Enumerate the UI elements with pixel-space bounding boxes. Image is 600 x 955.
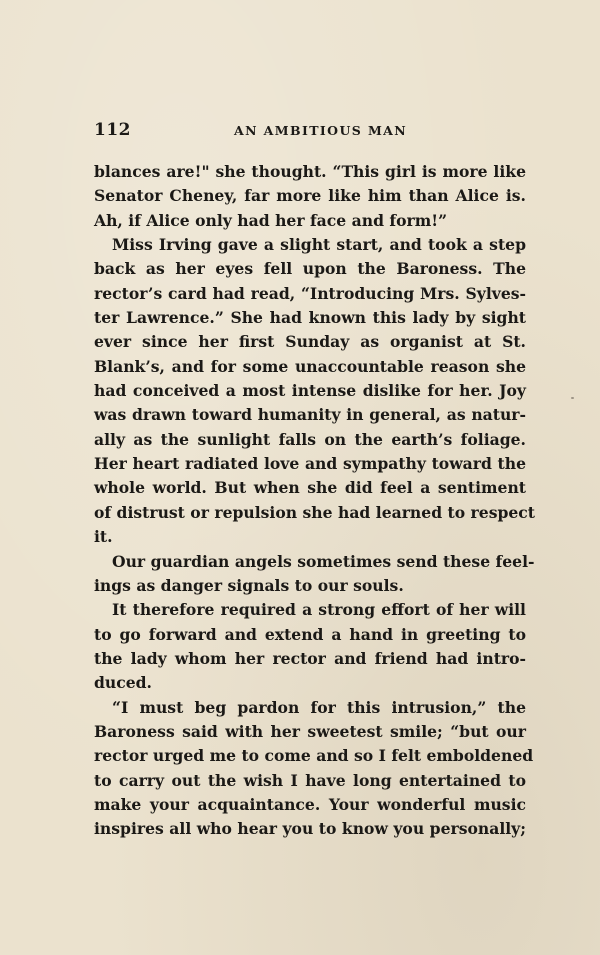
text-line: Ah, if Alice only had her face and form!” bbox=[94, 210, 448, 230]
text-line: rector’s card had read, “Introducing Mrs. Sylves- bbox=[94, 283, 526, 303]
text-line: of distrust or repulsion she had learned to respect bbox=[94, 502, 535, 522]
text-line: Miss Irving gave a slight start, and took a step bbox=[112, 235, 526, 255]
text-line: had conceived a most intense dislike for her. Joy bbox=[94, 381, 526, 401]
text-line: duced. bbox=[94, 673, 152, 693]
text-line: ter Lawrence.” She had known this lady by sight bbox=[94, 308, 526, 328]
text-line: whole world. But when she did feel a sentiment bbox=[94, 478, 526, 498]
running-head: AN AMBITIOUS MAN bbox=[234, 123, 408, 138]
text-line: inspires all who hear you to know you personally; bbox=[94, 819, 526, 839]
page-number: 112 bbox=[94, 120, 131, 140]
text-line: Baroness said with her sweetest smile; “but our bbox=[94, 721, 526, 741]
text-line: It therefore required a strong effort of her will bbox=[112, 600, 526, 620]
text-line: ally as the sunlight falls on the earth’s foliage. bbox=[94, 429, 526, 449]
text-line: rector urged me to come and so I felt emboldened bbox=[94, 746, 534, 766]
text-line: Her heart radiated love and sympathy toward the bbox=[94, 454, 526, 474]
text-line: make your acquaintance. Your wonderful music bbox=[94, 794, 526, 814]
text-line: to carry out the wish I have long entertained to bbox=[94, 770, 526, 790]
text-line: ings as danger signals to our souls. bbox=[94, 575, 404, 595]
text-line: Our guardian angels sometimes send these feel- bbox=[112, 551, 535, 571]
paper-speck bbox=[571, 397, 574, 399]
text-line: back as her eyes fell upon the Baroness. The bbox=[94, 259, 526, 279]
text-line: blances are!" she thought. “This girl is more like bbox=[94, 162, 526, 181]
text-line: Blank’s, and for some unaccountable reason she bbox=[94, 356, 526, 376]
body-text bbox=[94, 160, 535, 842]
text-line: was drawn toward humanity in general, as natur- bbox=[94, 405, 526, 425]
page-header bbox=[94, 120, 526, 144]
text-line: ever since her first Sunday as organist at St. bbox=[94, 332, 526, 352]
text-line: “I must beg pardon for this intrusion,” the bbox=[112, 697, 526, 717]
text-line: Senator Cheney, far more like him than Alice is. bbox=[94, 186, 526, 206]
text-line: it. bbox=[94, 527, 113, 547]
text-line: the lady whom her rector and friend had intro- bbox=[94, 648, 526, 668]
text-line: to go forward and extend a hand in greeting to bbox=[94, 624, 526, 644]
